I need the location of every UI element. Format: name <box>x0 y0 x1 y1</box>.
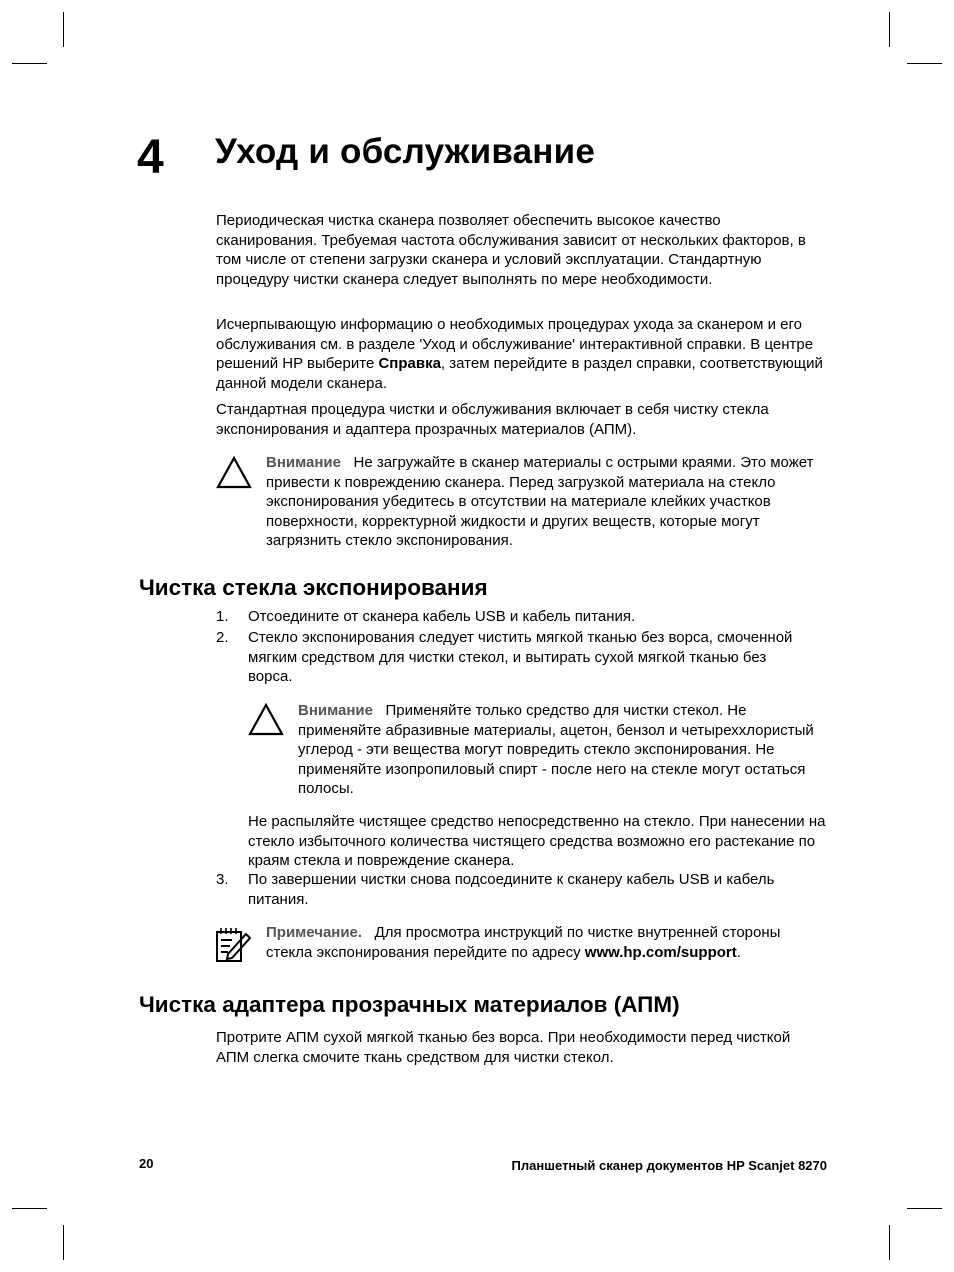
section-heading-glass: Чистка стекла экспонирования <box>139 575 488 600</box>
caution-2-text: Применяйте только средство для чистки стекол. Не применяйте абразивные материалы, ацетон, бензол и четыреххлористый углерод - эти вещества могут повредить стекло экспонирования. Не применяйте изопропиловый спирт - после него на стекле могут остаться полосы. <box>298 702 814 798</box>
page-number: 20 <box>139 1156 154 1171</box>
crop-mark <box>12 1208 47 1209</box>
crop-mark <box>889 1225 890 1260</box>
intro-paragraph-2-text-b: , затем перейдите в раздел справки, соответствующий данной модели сканера. <box>216 355 823 392</box>
intro-paragraph-2 <box>216 315 826 393</box>
caution-2-label: Внимание <box>298 702 373 719</box>
caution-1 <box>266 453 826 551</box>
step-1: Отсоедините от сканера кабель USB и кабель питания. <box>248 608 636 625</box>
step-number: 1. <box>216 608 229 625</box>
note-text-a: Для просмотра инструкций по чистке внутренней стороны стекла экспонирования перейдите по адресу <box>266 924 781 961</box>
crop-mark <box>907 1208 942 1209</box>
intro-paragraph-2-text-a: Исчерпывающую информацию о необходимых процедурах ухода за сканером и его обслуживания см. в разделе 'Уход и обслуживание' интерактивной справки. В центре решений HP выберите <box>216 316 814 373</box>
crop-mark <box>907 63 942 64</box>
chapter-number: 4 <box>137 131 164 184</box>
crop-mark <box>12 63 47 64</box>
step-number: 3. <box>216 871 229 888</box>
caution-2 <box>298 701 828 799</box>
note-text-b: . <box>736 943 741 961</box>
caution-1-text: Не загружайте в сканер материалы с острыми краями. Это может привести к повреждению сканера. Перед загрузкой материала на стекло экспонирования убедитесь в отсутствии на материале клейких участков поверхности, корректурной жидкости и других веществ, которые могут загрязнить стекло экспонирования. <box>266 454 814 550</box>
crop-mark <box>63 12 64 47</box>
chapter-title: Уход и обслуживание <box>215 132 596 171</box>
step-2: Стекло экспонирования следует чистить мягкой тканью без ворса, смоченной мягким средством для чистки стекол, и вытирать сухой мягкой тканью без ворса. <box>248 629 793 686</box>
section-2-text: Протрите АПМ сухой мягкой тканью без ворса. При необходимости перед чисткой АПМ слегка смочите ткань средством для чистки стекол. <box>216 1029 791 1066</box>
caution-1-label: Внимание <box>266 454 341 471</box>
support-link[interactable]: www.hp.com/support <box>584 943 737 961</box>
crop-mark <box>889 12 890 47</box>
note-pencil-icon <box>214 925 254 965</box>
section-heading-tma: Чистка адаптера прозрачных материалов (АПМ) <box>139 992 680 1017</box>
step-number: 2. <box>216 629 229 646</box>
intro-paragraph-1: Периодическая чистка сканера позволяет обеспечить высокое качество сканирования. Требуемая частота обслуживания зависит от нескольких факторов, в том числе от степени загрузки сканера и условий эксплуатации. Стандартную процедуру чистки сканера следует выполнять по мере необходимости. <box>216 212 806 288</box>
footer-document-title: Планшетный сканер документов HP Scanjet 8270 <box>511 1158 827 1173</box>
note <box>266 923 826 962</box>
intro-paragraph-3: Стандартная процедура чистки и обслуживания включает в себя чистку стекла экспонирования и адаптера прозрачных материалов (АПМ). <box>216 401 769 438</box>
step-3: По завершении чистки снова подсоедините к сканеру кабель USB и кабель питания. <box>248 871 775 908</box>
caution-triangle-icon <box>216 456 252 489</box>
help-menu-label: Справка <box>378 355 441 373</box>
caution-triangle-icon <box>248 703 284 736</box>
step-2-extra: Не распыляйте чистящее средство непосредственно на стекло. При нанесении на стекло избыточного количества чистящего средства возможно его растекание по краям стекла и повреждение сканера. <box>248 813 826 870</box>
crop-mark <box>63 1225 64 1260</box>
note-label: Примечание. <box>266 924 363 941</box>
